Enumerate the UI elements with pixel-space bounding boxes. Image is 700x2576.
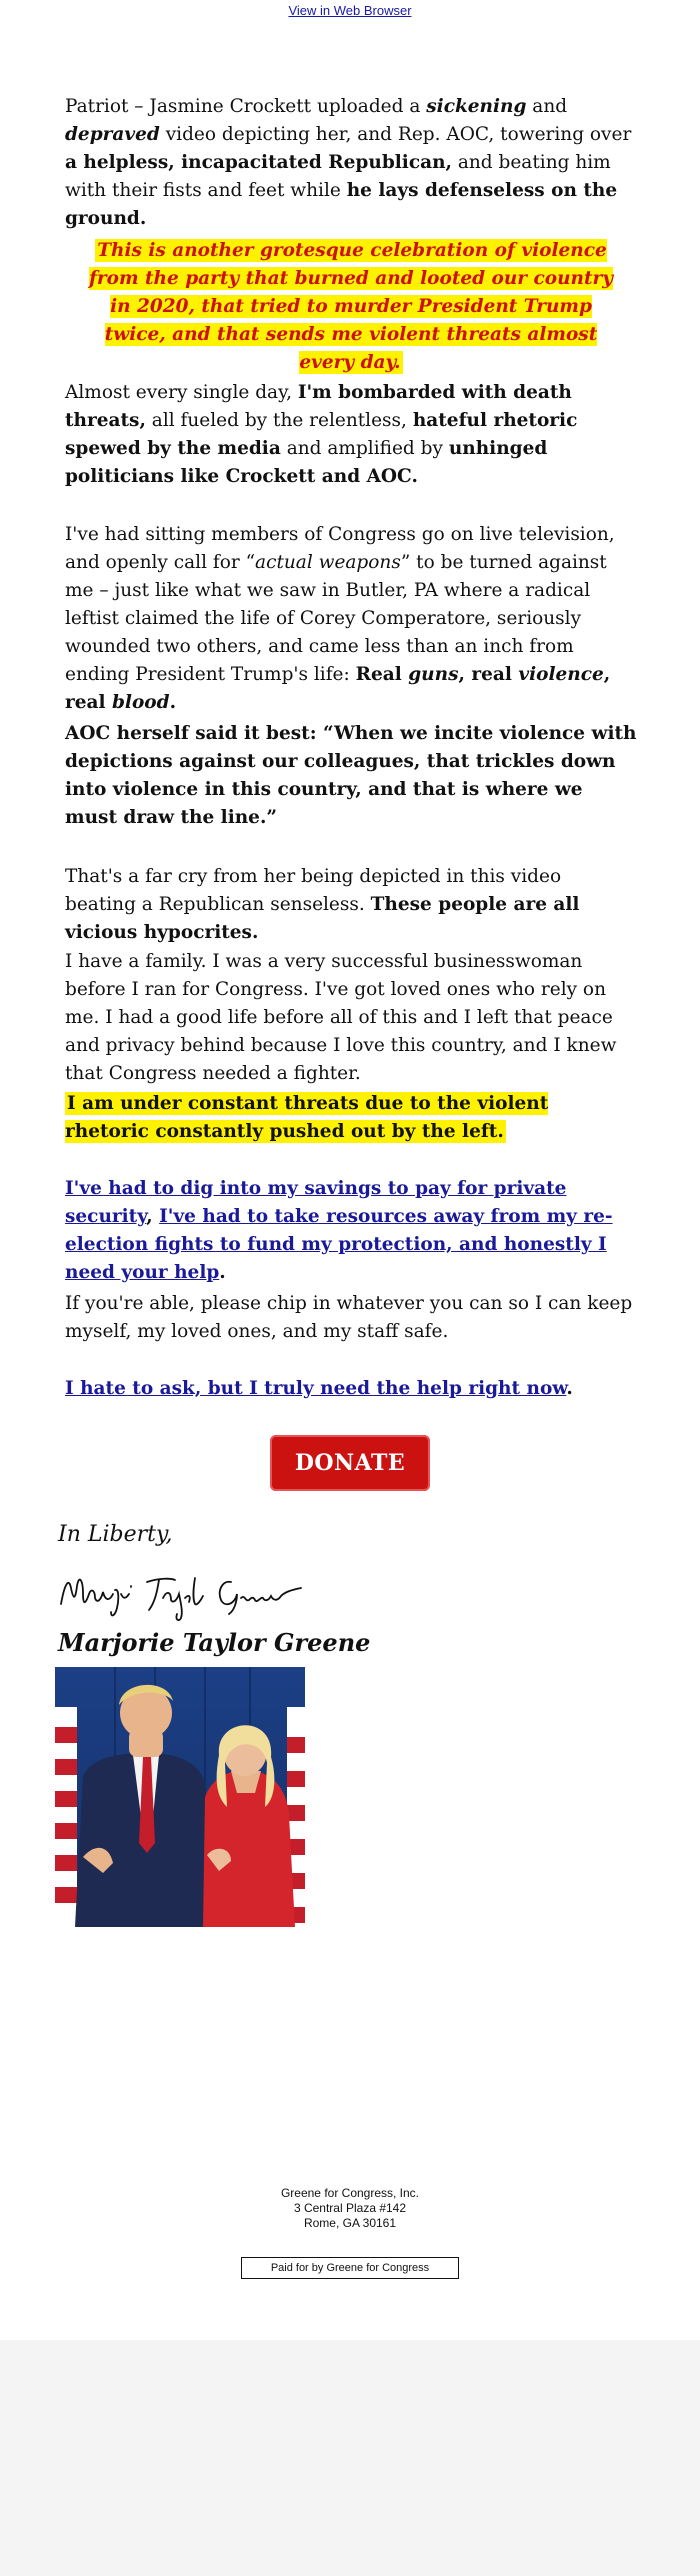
p8-end: . (219, 1262, 226, 1283)
p3-text: I've had sitting members of Congress go on live television, and openly call for “ (65, 524, 615, 573)
p2-text: all fueled by the relentless, (145, 410, 413, 431)
p1-text: and (526, 96, 568, 117)
footer-address-line2: Rome, GA 30161 (303, 2216, 397, 2230)
donate-button[interactable]: DONATE (270, 1435, 430, 1491)
p2-text: Almost every single day, (65, 382, 298, 403)
chip-in-paragraph (65, 1290, 637, 1346)
aoc-quote-text: AOC herself said it best: “When we incite violence with depictions against our colleagues, that trickles down into violence in this country, and that is where we must draw the line.” (65, 723, 637, 828)
p1-text: Patriot – Jasmine Crockett uploaded a (65, 96, 427, 117)
photo (55, 1667, 305, 1927)
paid-for-by-box: Paid for by Greene for Congress (241, 2257, 459, 2279)
p1-text: video depicting her, and Rep. AOC, towering over (159, 124, 632, 145)
p5-bold: These people are all vicious hypocrites. (65, 894, 580, 943)
photo-image (55, 1667, 305, 1927)
p3-italic: actual weapons (255, 552, 401, 573)
intro-paragraph (65, 93, 637, 233)
threats-paragraph (65, 379, 637, 491)
p1-emph: depraved (65, 124, 160, 145)
p3-bold: Real (355, 664, 409, 685)
signer-name: Marjorie Taylor Greene (58, 1628, 371, 1657)
callout-text: This is another grotesque celebration of violence from the party that burned and looted our country in 2020, that tried to murder President Trump twice, and that sends me violent threats almost every day. (88, 240, 614, 373)
footer-org: Greene for Congress, Inc. (280, 2186, 420, 2200)
butler-paragraph (65, 521, 637, 717)
p2-text: and amplified by (280, 438, 449, 459)
chip-in-text: If you're able, please chip in whatever you can so I can keep myself, my loved ones, and my staff safe. (65, 1293, 633, 1342)
p3-bold: . (169, 692, 177, 713)
aoc-quote-paragraph (65, 720, 637, 832)
fund-protection-link[interactable]: I've had to take resources away from my re-election fights to fund my protection, and honestly I need your help (65, 1206, 613, 1283)
p1-bold: he lays defenseless on the ground. (65, 180, 618, 229)
footer (0, 2186, 700, 2231)
signature (55, 1560, 315, 1628)
signature-image (55, 1560, 315, 1624)
family-paragraph (65, 948, 637, 1088)
p3-bold: , real (65, 664, 611, 713)
p3-text: ” to be turned against me – just like what we saw in Butler, PA where a radical leftist claimed the life of Corey Comperatore, seriously wounded two others, and came less than an inch from ending President Trump's life: (65, 552, 607, 685)
top-bar (0, 0, 700, 19)
ask-paragraph (65, 1375, 637, 1403)
p3-emph: guns (408, 664, 459, 685)
family-text: I have a family. I was a very successful businesswoman before I ran for Congress. I've got loved ones who rely on me. I had a good life before all of this and I left that peace and privacy behind because I love this country, and I knew that Congress needed a fighter. (65, 951, 617, 1084)
p3-bold: , real (458, 664, 519, 685)
p1-emph: sickening (426, 96, 527, 117)
view-in-browser-link[interactable]: View in Web Browser (288, 3, 412, 18)
p8-sep: , (146, 1206, 160, 1227)
p1-bold: a helpless, incapacitated Republican, (65, 152, 452, 173)
constant-threats-paragraph (65, 1090, 637, 1146)
private-security-link[interactable]: I've had to dig into my savings to pay for private security (65, 1178, 567, 1227)
p1-text: and beating him with their fists and feet while (65, 152, 611, 201)
p5-text: That's a far cry from her being depicted in this video beating a Republican senseless. (65, 866, 562, 915)
p2-bold: I'm bombarded with death threats, (65, 382, 572, 431)
p3-emph: blood (111, 692, 170, 713)
signoff: In Liberty, (58, 1522, 173, 1547)
p3-emph: violence (518, 664, 604, 685)
p2-bold: hateful rhetoric spewed by the media (65, 410, 578, 459)
footer-address-line1: 3 Central Plaza #142 (293, 2201, 407, 2215)
donate-row (0, 1435, 700, 1491)
p2-bold: unhinged politicians like Crockett and AOC. (65, 438, 548, 487)
callout-block (78, 237, 624, 377)
hypocrites-paragraph (65, 863, 637, 947)
constant-threats-text: I am under constant threats due to the violent rhetoric constantly pushed out by the left. (65, 1093, 549, 1142)
p10-end: . (566, 1378, 573, 1399)
security-paragraph (65, 1175, 637, 1287)
help-now-link[interactable]: I hate to ask, but I truly need the help right now (65, 1378, 567, 1399)
